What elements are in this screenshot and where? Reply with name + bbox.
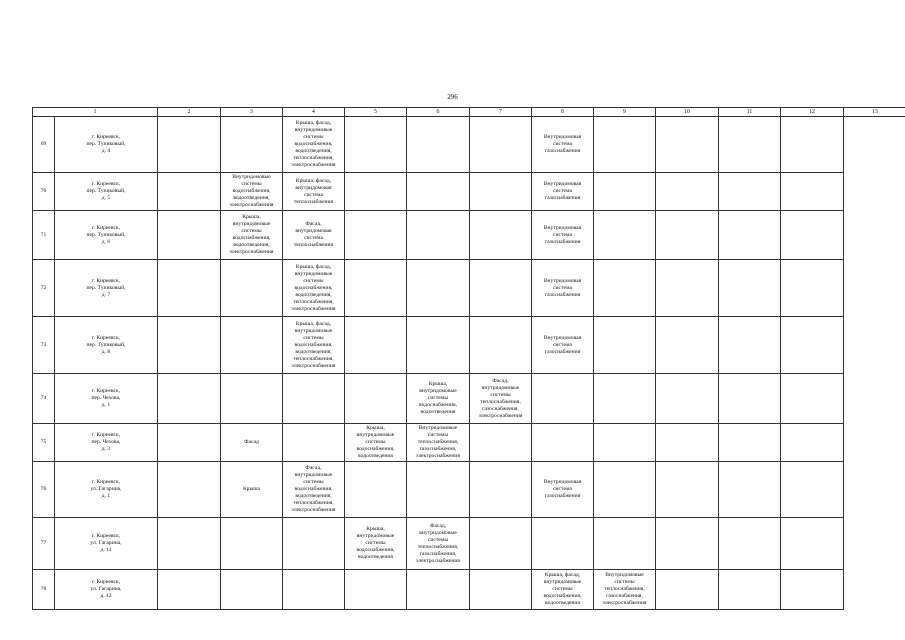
- column-9-cell: [532, 518, 594, 570]
- row-number: 73: [33, 317, 55, 374]
- table-row: [33, 260, 905, 317]
- column-11-cell: [656, 117, 719, 173]
- column-4-cell: [221, 117, 283, 173]
- column-7-cell: [407, 211, 470, 260]
- address-cell: г. Киреевск, пер. Тупиковый, д. 8: [55, 317, 158, 374]
- column-9-cell: [532, 374, 594, 424]
- column-7-cell: [407, 462, 470, 518]
- column-13-cell: [781, 462, 844, 518]
- column-3-cell: [158, 173, 221, 211]
- table-row: [33, 211, 905, 260]
- column-4-cell: [221, 374, 283, 424]
- column-5-cell: Фасад, внутридомовая система теплоснабжения: [283, 211, 345, 260]
- column-13-cell: [781, 260, 844, 317]
- row-number: 71: [33, 211, 55, 260]
- column-13-cell: [781, 317, 844, 374]
- row-number: 69: [33, 117, 55, 173]
- address-cell: г. Киреевск, ул. Гагарина, д. 1: [55, 462, 158, 518]
- column-3-cell: [158, 570, 221, 610]
- column-header: 9: [594, 108, 656, 117]
- column-9-cell: Внутридомовая система газоснабжения: [532, 462, 594, 518]
- column-11-cell: [656, 424, 719, 462]
- column-4-cell: [221, 260, 283, 317]
- column-4-cell: [221, 317, 283, 374]
- address-cell: г. Киреевск, пер. Тупиковый, д. 4: [55, 117, 158, 173]
- column-3-cell: [158, 374, 221, 424]
- table-row: [33, 570, 905, 610]
- column-8-cell: Фасад, внутридомовые системы теплоснабжения, газоснабжения, электроснабжения: [470, 374, 532, 424]
- column-6-cell: [345, 317, 407, 374]
- column-12-cell: [719, 424, 781, 462]
- column-10-cell: [594, 260, 656, 317]
- column-10-cell: [594, 117, 656, 173]
- column-13-cell: [781, 570, 844, 610]
- address-cell: г. Киреевск, пер. Тупиковый, д. 7: [55, 260, 158, 317]
- column-9-cell: Крыша, фасад, внутридомовые системы водоснабжения, водоотведения: [532, 570, 594, 610]
- column-7-cell: [407, 173, 470, 211]
- column-7-cell: [407, 317, 470, 374]
- column-13-cell: [781, 117, 844, 173]
- column-8-cell: [470, 117, 532, 173]
- column-12-cell: [719, 462, 781, 518]
- page-number: 296: [447, 93, 458, 101]
- column-header: 10: [656, 108, 719, 117]
- table-row: [33, 462, 905, 518]
- column-9-cell: Внутридомовая система газоснабжения: [532, 260, 594, 317]
- address-cell: г. Киреевск, пер. Чехова, д. 3: [55, 424, 158, 462]
- column-8-cell: [470, 173, 532, 211]
- column-11-cell: [656, 518, 719, 570]
- row-number: 70: [33, 173, 55, 211]
- table-row: [33, 518, 905, 570]
- column-header: 7: [470, 108, 532, 117]
- column-4-cell: Фасад: [221, 424, 283, 462]
- column-13-cell: [781, 518, 844, 570]
- column-12-cell: [719, 317, 781, 374]
- column-6-cell: Крыша, внутридомовые системы водоснабжения, водоотведения: [345, 424, 407, 462]
- column-9-cell: Внутридомовая система газоснабжения: [532, 317, 594, 374]
- column-10-cell: Внутридомовые системы теплоснабжения, газоснабжения, электроснабжения: [594, 570, 656, 610]
- column-6-cell: [345, 117, 407, 173]
- column-header: 2: [158, 108, 221, 117]
- table-row: [33, 374, 905, 424]
- column-11-cell: [656, 374, 719, 424]
- column-9-cell: [532, 424, 594, 462]
- table-row: [33, 117, 905, 173]
- column-10-cell: [594, 424, 656, 462]
- column-7-cell: Фасад, внутридомовые системы теплоснабжения, газоснабжения, электроснабжения: [407, 518, 470, 570]
- column-6-cell: [345, 374, 407, 424]
- column-11-cell: [656, 173, 719, 211]
- column-5-cell: Крыша, фасад, внутридомовые системы водоснабжения, водоотведения, теплоснабжения, электроснабжения: [283, 317, 345, 374]
- column-7-cell: [407, 260, 470, 317]
- row-number: 75: [33, 424, 55, 462]
- column-11-cell: [656, 462, 719, 518]
- column-9-cell: Внутридомовая система газоснабжения: [532, 117, 594, 173]
- column-header: 13: [844, 108, 905, 117]
- column-5-cell: [283, 570, 345, 610]
- column-12-cell: [719, 374, 781, 424]
- column-3-cell: [158, 260, 221, 317]
- column-4-cell: Крыша: [221, 462, 283, 518]
- column-6-cell: [345, 570, 407, 610]
- column-4-cell: [221, 518, 283, 570]
- column-12-cell: [719, 260, 781, 317]
- column-10-cell: [594, 211, 656, 260]
- column-3-cell: [158, 317, 221, 374]
- column-3-cell: [158, 211, 221, 260]
- column-8-cell: [470, 518, 532, 570]
- column-3-cell: [158, 462, 221, 518]
- column-11-cell: [656, 570, 719, 610]
- column-3-cell: [158, 117, 221, 173]
- column-8-cell: [470, 317, 532, 374]
- column-13-cell: [781, 374, 844, 424]
- column-4-cell: [221, 570, 283, 610]
- column-7-cell: Крыша, внутридомовые системы водоснабжения, водоотведения: [407, 374, 470, 424]
- column-6-cell: [345, 260, 407, 317]
- column-8-cell: [470, 260, 532, 317]
- column-5-cell: Крыша, фасад, внутридомовые системы водоснабжения, водоотведения, теплоснабжения, электроснабжения: [283, 117, 345, 173]
- address-cell: г. Киреевск, пер. Тупиковый, д. 5: [55, 173, 158, 211]
- column-10-cell: [594, 462, 656, 518]
- column-number-row: [33, 108, 905, 117]
- column-header: 8: [532, 108, 594, 117]
- column-7-cell: Внутридомовые системы теплоснабжения, газоснабжения, электроснабжения: [407, 424, 470, 462]
- table-row: [33, 424, 905, 462]
- column-13-cell: [781, 424, 844, 462]
- table-body: [33, 117, 905, 610]
- column-6-cell: [345, 211, 407, 260]
- column-6-cell: [345, 462, 407, 518]
- column-7-cell: [407, 570, 470, 610]
- column-8-cell: [470, 424, 532, 462]
- column-11-cell: [656, 211, 719, 260]
- address-cell: г. Киреевск, ул. Гагарина, д. 11: [55, 518, 158, 570]
- row-number: 77: [33, 518, 55, 570]
- column-header: 12: [781, 108, 844, 117]
- column-12-cell: [719, 570, 781, 610]
- repair-schedule-table: [32, 107, 905, 610]
- column-9-cell: Внутридомовая система газоснабжения: [532, 173, 594, 211]
- column-12-cell: [719, 518, 781, 570]
- row-number: 78: [33, 570, 55, 610]
- column-10-cell: [594, 374, 656, 424]
- address-cell: г. Киреевск, пер. Тупиковый, д. 6: [55, 211, 158, 260]
- table-row: [33, 173, 905, 211]
- column-12-cell: [719, 117, 781, 173]
- column-8-cell: [470, 211, 532, 260]
- column-13-cell: [781, 211, 844, 260]
- column-8-cell: [470, 462, 532, 518]
- column-4-cell: Крыша, внутридомовые системы водоснабжения, водоотведения, электроснабжения: [221, 211, 283, 260]
- column-6-cell: Крыша, внутридомовые системы водоснабжения, водоотведения: [345, 518, 407, 570]
- address-cell: г. Киреевск, ул. Гагарина, д. 12: [55, 570, 158, 610]
- column-header: 5: [345, 108, 407, 117]
- column-8-cell: [470, 570, 532, 610]
- column-9-cell: Внутридомовая система газоснабжения: [532, 211, 594, 260]
- column-header: 1: [33, 108, 158, 117]
- address-cell: г. Киреевск, пер. Чехова, д. 1: [55, 374, 158, 424]
- column-5-cell: [283, 424, 345, 462]
- column-header: 11: [719, 108, 781, 117]
- row-number: 74: [33, 374, 55, 424]
- column-11-cell: [656, 317, 719, 374]
- column-header: 4: [283, 108, 345, 117]
- column-11-cell: [656, 260, 719, 317]
- column-10-cell: [594, 173, 656, 211]
- column-3-cell: [158, 424, 221, 462]
- column-12-cell: [719, 173, 781, 211]
- column-10-cell: [594, 518, 656, 570]
- column-header: 3: [221, 108, 283, 117]
- column-header: 6: [407, 108, 470, 117]
- column-7-cell: [407, 117, 470, 173]
- column-5-cell: Крыша, фасад, внутридомовые системы водоснабжения, водоотведения, теплоснабжения, электроснабжения: [283, 260, 345, 317]
- column-3-cell: [158, 518, 221, 570]
- column-6-cell: [345, 173, 407, 211]
- column-13-cell: [781, 173, 844, 211]
- column-5-cell: Крыша, фасад, внутридомовая система теплоснабжения: [283, 173, 345, 211]
- column-4-cell: Внутридомовые системы водоснабжения, водоотведения, электроснабжения: [221, 173, 283, 211]
- column-5-cell: [283, 518, 345, 570]
- row-number: 72: [33, 260, 55, 317]
- column-5-cell: [283, 374, 345, 424]
- column-5-cell: Фасад, внутридомовые системы водоснабжения, водоотведения, теплоснабжения, электроснабжения: [283, 462, 345, 518]
- column-10-cell: [594, 317, 656, 374]
- row-number: 76: [33, 462, 55, 518]
- table-row: [33, 317, 905, 374]
- column-12-cell: [719, 211, 781, 260]
